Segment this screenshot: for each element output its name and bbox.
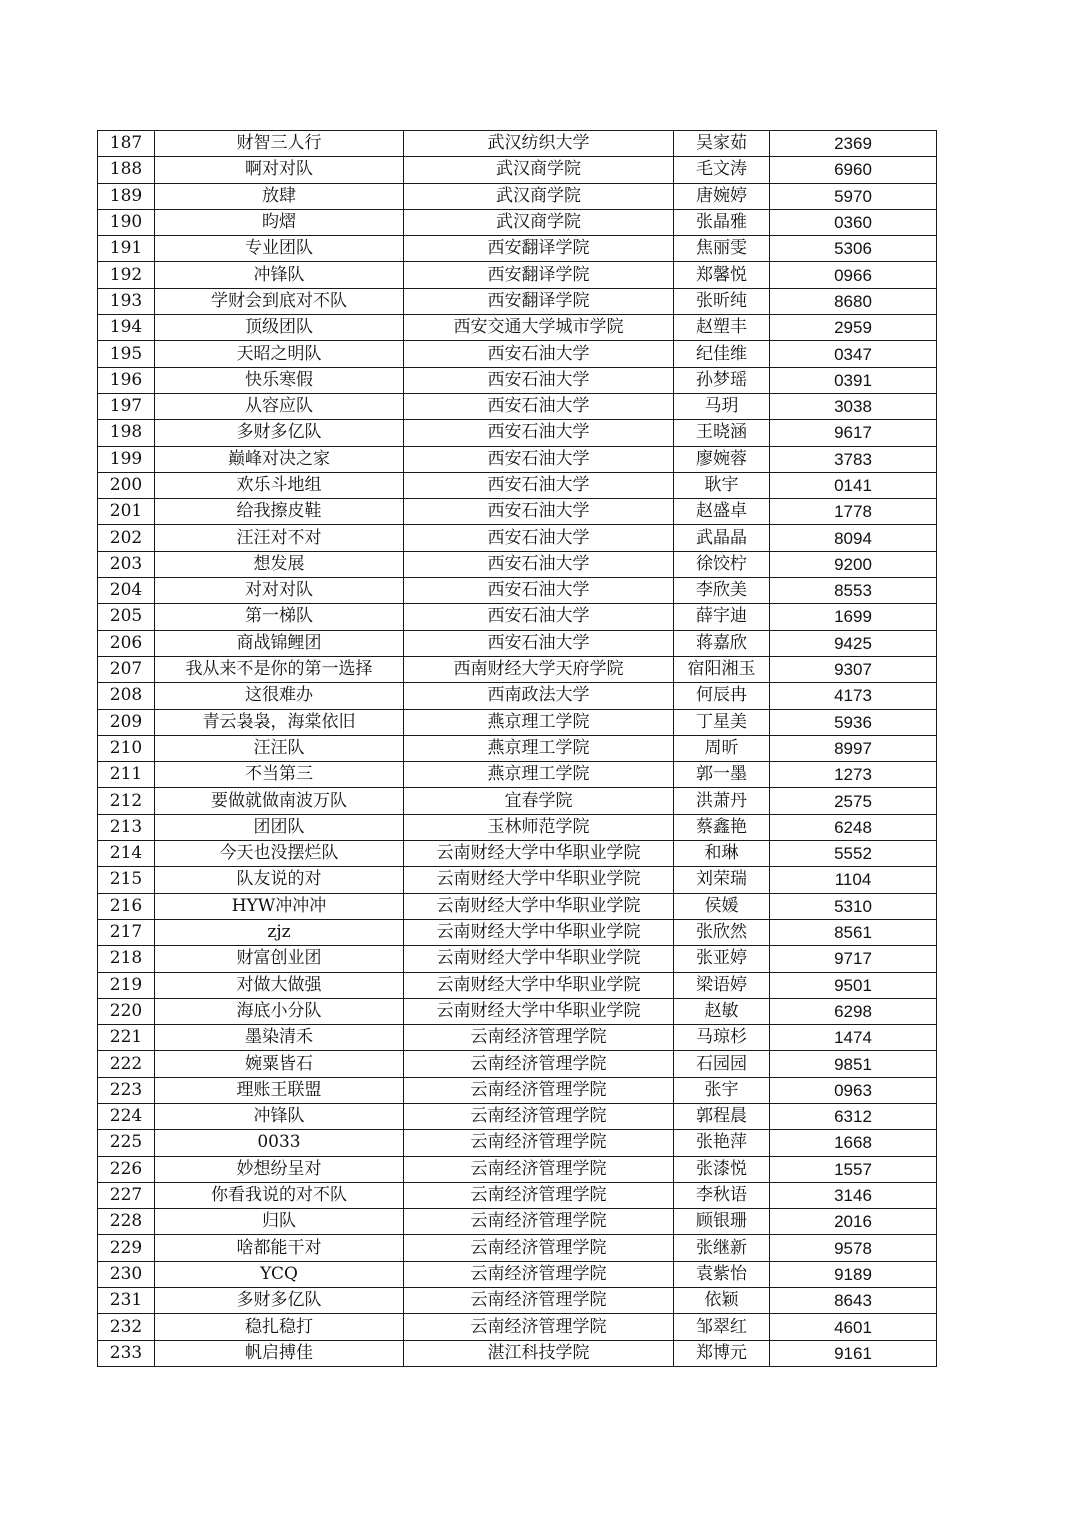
member-name: 吴家茹 xyxy=(674,131,770,157)
team-name: 团团队 xyxy=(155,814,404,840)
table-row xyxy=(98,1130,937,1156)
table-row xyxy=(98,472,937,498)
code-number: 5936 xyxy=(770,709,937,735)
code-number: 9189 xyxy=(770,1261,937,1287)
code-number: 3146 xyxy=(770,1182,937,1208)
code-number: 6312 xyxy=(770,1103,937,1129)
member-name: 武晶晶 xyxy=(674,525,770,551)
team-name: 墨染清禾 xyxy=(155,1025,404,1051)
member-name: 袁紫怡 xyxy=(674,1261,770,1287)
team-name: 稳扎稳打 xyxy=(155,1314,404,1340)
table-row xyxy=(98,683,937,709)
school-name: 西安石油大学 xyxy=(404,341,674,367)
school-name: 云南财经大学中华职业学院 xyxy=(404,893,674,919)
school-name: 武汉商学院 xyxy=(404,157,674,183)
school-name: 云南经济管理学院 xyxy=(404,1261,674,1287)
school-name: 云南经济管理学院 xyxy=(404,1314,674,1340)
team-name: 对对对队 xyxy=(155,578,404,604)
table-row xyxy=(98,1314,937,1340)
row-number: 218 xyxy=(98,946,155,972)
team-name: 青云袅袅，海棠依旧 xyxy=(155,709,404,735)
member-name: 耿宇 xyxy=(674,472,770,498)
team-name: 给我擦皮鞋 xyxy=(155,499,404,525)
member-name: 郭程晨 xyxy=(674,1103,770,1129)
code-number: 9161 xyxy=(770,1340,937,1366)
table-row xyxy=(98,1051,937,1077)
table-row xyxy=(98,1340,937,1366)
row-number: 203 xyxy=(98,551,155,577)
row-number: 232 xyxy=(98,1314,155,1340)
table-row xyxy=(98,341,937,367)
table-row xyxy=(98,656,937,682)
school-name: 西安石油大学 xyxy=(404,420,674,446)
row-number: 192 xyxy=(98,262,155,288)
table-row xyxy=(98,762,937,788)
code-number: 8094 xyxy=(770,525,937,551)
member-name: 张晶雅 xyxy=(674,209,770,235)
table-row xyxy=(98,604,937,630)
row-number: 212 xyxy=(98,788,155,814)
code-number: 0360 xyxy=(770,209,937,235)
member-name: 周昕 xyxy=(674,735,770,761)
row-number: 193 xyxy=(98,288,155,314)
member-name: 刘荣瑞 xyxy=(674,867,770,893)
school-name: 湛江科技学院 xyxy=(404,1340,674,1366)
row-number: 219 xyxy=(98,972,155,998)
school-name: 云南经济管理学院 xyxy=(404,1077,674,1103)
team-name: 队友说的对 xyxy=(155,867,404,893)
code-number: 9717 xyxy=(770,946,937,972)
member-name: 李欣美 xyxy=(674,578,770,604)
team-name: 今天也没摆烂队 xyxy=(155,841,404,867)
code-number: 9501 xyxy=(770,972,937,998)
table-row xyxy=(98,236,937,262)
team-name: 专业团队 xyxy=(155,236,404,262)
team-name: 汪汪队 xyxy=(155,735,404,761)
school-name: 云南财经大学中华职业学院 xyxy=(404,998,674,1024)
table-row xyxy=(98,1261,937,1287)
row-number: 214 xyxy=(98,841,155,867)
team-name: zjz xyxy=(155,919,404,945)
row-number: 220 xyxy=(98,998,155,1024)
member-name: 马琼杉 xyxy=(674,1025,770,1051)
team-name: 婉粟皆石 xyxy=(155,1051,404,1077)
member-name: 纪佳维 xyxy=(674,341,770,367)
table-row xyxy=(98,446,937,472)
member-name: 张昕纯 xyxy=(674,288,770,314)
team-name: 啊对对队 xyxy=(155,157,404,183)
school-name: 云南经济管理学院 xyxy=(404,1156,674,1182)
school-name: 云南经济管理学院 xyxy=(404,1103,674,1129)
school-name: 云南经济管理学院 xyxy=(404,1130,674,1156)
table-row xyxy=(98,393,937,419)
member-name: 赵盛卓 xyxy=(674,499,770,525)
code-number: 2369 xyxy=(770,131,937,157)
code-number: 4601 xyxy=(770,1314,937,1340)
code-number: 0963 xyxy=(770,1077,937,1103)
school-name: 燕京理工学院 xyxy=(404,709,674,735)
table-row xyxy=(98,183,937,209)
team-name: 昀熠 xyxy=(155,209,404,235)
code-number: 2959 xyxy=(770,315,937,341)
school-name: 云南财经大学中华职业学院 xyxy=(404,841,674,867)
code-number: 1778 xyxy=(770,499,937,525)
code-number: 1474 xyxy=(770,1025,937,1051)
row-number: 205 xyxy=(98,604,155,630)
school-name: 西安翻译学院 xyxy=(404,236,674,262)
school-name: 燕京理工学院 xyxy=(404,735,674,761)
school-name: 西安翻译学院 xyxy=(404,288,674,314)
row-number: 191 xyxy=(98,236,155,262)
table-row xyxy=(98,709,937,735)
school-name: 云南经济管理学院 xyxy=(404,1025,674,1051)
code-number: 9578 xyxy=(770,1235,937,1261)
code-number: 1699 xyxy=(770,604,937,630)
table-row xyxy=(98,288,937,314)
table-row xyxy=(98,1156,937,1182)
school-name: 云南财经大学中华职业学院 xyxy=(404,972,674,998)
school-name: 西安石油大学 xyxy=(404,578,674,604)
team-name: 欢乐斗地组 xyxy=(155,472,404,498)
member-name: 孙梦瑶 xyxy=(674,367,770,393)
row-number: 216 xyxy=(98,893,155,919)
team-name: YCQ xyxy=(155,1261,404,1287)
school-name: 玉林师范学院 xyxy=(404,814,674,840)
row-number: 187 xyxy=(98,131,155,157)
team-name: 第一梯队 xyxy=(155,604,404,630)
member-name: 张继新 xyxy=(674,1235,770,1261)
row-number: 226 xyxy=(98,1156,155,1182)
table-row xyxy=(98,525,937,551)
table-row xyxy=(98,551,937,577)
table-row xyxy=(98,209,937,235)
member-name: 薛宇迪 xyxy=(674,604,770,630)
row-number: 199 xyxy=(98,446,155,472)
code-number: 1273 xyxy=(770,762,937,788)
row-number: 228 xyxy=(98,1209,155,1235)
row-number: 230 xyxy=(98,1261,155,1287)
code-number: 8643 xyxy=(770,1288,937,1314)
table-row xyxy=(98,867,937,893)
row-number: 215 xyxy=(98,867,155,893)
team-name: 巅峰对决之家 xyxy=(155,446,404,472)
row-number: 208 xyxy=(98,683,155,709)
member-name: 洪萧丹 xyxy=(674,788,770,814)
member-name: 张艳萍 xyxy=(674,1130,770,1156)
member-name: 毛文涛 xyxy=(674,157,770,183)
member-name: 焦丽雯 xyxy=(674,236,770,262)
code-number: 0391 xyxy=(770,367,937,393)
table-row xyxy=(98,630,937,656)
row-number: 189 xyxy=(98,183,155,209)
row-number: 198 xyxy=(98,420,155,446)
row-number: 211 xyxy=(98,762,155,788)
member-name: 马玥 xyxy=(674,393,770,419)
code-number: 3038 xyxy=(770,393,937,419)
team-name: 顶级团队 xyxy=(155,315,404,341)
member-name: 张漆悦 xyxy=(674,1156,770,1182)
table-row xyxy=(98,499,937,525)
row-number: 221 xyxy=(98,1025,155,1051)
table-row xyxy=(98,157,937,183)
table-row xyxy=(98,262,937,288)
row-number: 222 xyxy=(98,1051,155,1077)
table-row xyxy=(98,1235,937,1261)
member-name: 郭一墨 xyxy=(674,762,770,788)
row-number: 210 xyxy=(98,735,155,761)
member-name: 蔡鑫艳 xyxy=(674,814,770,840)
member-name: 宿阳湘玉 xyxy=(674,656,770,682)
team-name: 快乐寒假 xyxy=(155,367,404,393)
school-name: 西南政法大学 xyxy=(404,683,674,709)
member-name: 和琳 xyxy=(674,841,770,867)
member-name: 赵塑丰 xyxy=(674,315,770,341)
school-name: 武汉商学院 xyxy=(404,183,674,209)
row-number: 227 xyxy=(98,1182,155,1208)
row-number: 223 xyxy=(98,1077,155,1103)
row-number: 231 xyxy=(98,1288,155,1314)
school-name: 西安石油大学 xyxy=(404,604,674,630)
code-number: 5306 xyxy=(770,236,937,262)
roster-table-body xyxy=(98,131,937,1367)
row-number: 196 xyxy=(98,367,155,393)
code-number: 0347 xyxy=(770,341,937,367)
team-name: 啥都能干对 xyxy=(155,1235,404,1261)
team-name: 天昭之明队 xyxy=(155,341,404,367)
table-row xyxy=(98,841,937,867)
school-name: 西安石油大学 xyxy=(404,630,674,656)
member-name: 石园园 xyxy=(674,1051,770,1077)
school-name: 西安石油大学 xyxy=(404,551,674,577)
row-number: 213 xyxy=(98,814,155,840)
school-name: 武汉纺织大学 xyxy=(404,131,674,157)
team-name: 妙想纷呈对 xyxy=(155,1156,404,1182)
member-name: 张欣然 xyxy=(674,919,770,945)
team-name: 不当第三 xyxy=(155,762,404,788)
table-row xyxy=(98,1077,937,1103)
row-number: 229 xyxy=(98,1235,155,1261)
member-name: 唐婉婷 xyxy=(674,183,770,209)
row-number: 207 xyxy=(98,656,155,682)
school-name: 云南经济管理学院 xyxy=(404,1182,674,1208)
team-name: HYW冲冲冲 xyxy=(155,893,404,919)
team-name: 财智三人行 xyxy=(155,131,404,157)
team-name: 多财多亿队 xyxy=(155,1288,404,1314)
code-number: 9425 xyxy=(770,630,937,656)
team-name: 海底小分队 xyxy=(155,998,404,1024)
table-row xyxy=(98,893,937,919)
member-name: 李秋语 xyxy=(674,1182,770,1208)
code-number: 8680 xyxy=(770,288,937,314)
table-row xyxy=(98,1288,937,1314)
school-name: 西安石油大学 xyxy=(404,525,674,551)
team-name: 对做大做强 xyxy=(155,972,404,998)
code-number: 1668 xyxy=(770,1130,937,1156)
roster-table xyxy=(97,130,937,1367)
team-name: 归队 xyxy=(155,1209,404,1235)
school-name: 宜春学院 xyxy=(404,788,674,814)
row-number: 200 xyxy=(98,472,155,498)
member-name: 廖婉蓉 xyxy=(674,446,770,472)
row-number: 225 xyxy=(98,1130,155,1156)
table-row xyxy=(98,315,937,341)
team-name: 放肆 xyxy=(155,183,404,209)
code-number: 9851 xyxy=(770,1051,937,1077)
team-name: 商战锦鲤团 xyxy=(155,630,404,656)
code-number: 6248 xyxy=(770,814,937,840)
code-number: 9617 xyxy=(770,420,937,446)
code-number: 2575 xyxy=(770,788,937,814)
table-row xyxy=(98,814,937,840)
school-name: 武汉商学院 xyxy=(404,209,674,235)
team-name: 要做就做南波万队 xyxy=(155,788,404,814)
school-name: 西安石油大学 xyxy=(404,367,674,393)
code-number: 1104 xyxy=(770,867,937,893)
table-row xyxy=(98,1182,937,1208)
table-row xyxy=(98,578,937,604)
team-name: 理账王联盟 xyxy=(155,1077,404,1103)
code-number: 6298 xyxy=(770,998,937,1024)
team-name: 冲锋队 xyxy=(155,262,404,288)
row-number: 188 xyxy=(98,157,155,183)
member-name: 顾银珊 xyxy=(674,1209,770,1235)
row-number: 204 xyxy=(98,578,155,604)
row-number: 206 xyxy=(98,630,155,656)
team-name: 冲锋队 xyxy=(155,1103,404,1129)
code-number: 5552 xyxy=(770,841,937,867)
school-name: 西安翻译学院 xyxy=(404,262,674,288)
team-name: 想发展 xyxy=(155,551,404,577)
team-name: 财富创业团 xyxy=(155,946,404,972)
code-number: 2016 xyxy=(770,1209,937,1235)
school-name: 西安交通大学城市学院 xyxy=(404,315,674,341)
code-number: 3783 xyxy=(770,446,937,472)
member-name: 蒋嘉欣 xyxy=(674,630,770,656)
table-row xyxy=(98,919,937,945)
row-number: 217 xyxy=(98,919,155,945)
code-number: 0966 xyxy=(770,262,937,288)
code-number: 6960 xyxy=(770,157,937,183)
member-name: 张宇 xyxy=(674,1077,770,1103)
member-name: 赵敏 xyxy=(674,998,770,1024)
row-number: 190 xyxy=(98,209,155,235)
team-name: 帆启搏佳 xyxy=(155,1340,404,1366)
school-name: 西安石油大学 xyxy=(404,499,674,525)
row-number: 201 xyxy=(98,499,155,525)
team-name: 我从来不是你的第一选择 xyxy=(155,656,404,682)
member-name: 何辰冉 xyxy=(674,683,770,709)
school-name: 云南财经大学中华职业学院 xyxy=(404,919,674,945)
code-number: 4173 xyxy=(770,683,937,709)
row-number: 209 xyxy=(98,709,155,735)
code-number: 8553 xyxy=(770,578,937,604)
table-row xyxy=(98,735,937,761)
row-number: 197 xyxy=(98,393,155,419)
school-name: 云南经济管理学院 xyxy=(404,1288,674,1314)
school-name: 云南经济管理学院 xyxy=(404,1051,674,1077)
school-name: 云南财经大学中华职业学院 xyxy=(404,867,674,893)
table-row xyxy=(98,131,937,157)
table-row xyxy=(98,1103,937,1129)
table-row xyxy=(98,788,937,814)
team-name: 从容应队 xyxy=(155,393,404,419)
code-number: 8561 xyxy=(770,919,937,945)
school-name: 西南财经大学天府学院 xyxy=(404,656,674,682)
member-name: 郑博元 xyxy=(674,1340,770,1366)
school-name: 西安石油大学 xyxy=(404,393,674,419)
roster-sheet xyxy=(97,130,936,1367)
member-name: 侯媛 xyxy=(674,893,770,919)
school-name: 云南经济管理学院 xyxy=(404,1235,674,1261)
member-name: 邹翠红 xyxy=(674,1314,770,1340)
member-name: 梁语婷 xyxy=(674,972,770,998)
row-number: 202 xyxy=(98,525,155,551)
code-number: 8997 xyxy=(770,735,937,761)
table-row xyxy=(98,420,937,446)
member-name: 郑馨悦 xyxy=(674,262,770,288)
code-number: 1557 xyxy=(770,1156,937,1182)
member-name: 依颖 xyxy=(674,1288,770,1314)
team-name: 汪汪对不对 xyxy=(155,525,404,551)
table-row xyxy=(98,946,937,972)
code-number: 9307 xyxy=(770,656,937,682)
team-name: 学财会到底对不队 xyxy=(155,288,404,314)
table-row xyxy=(98,1025,937,1051)
table-row xyxy=(98,972,937,998)
member-name: 徐饺柠 xyxy=(674,551,770,577)
table-row xyxy=(98,1209,937,1235)
member-name: 张亚婷 xyxy=(674,946,770,972)
member-name: 丁星美 xyxy=(674,709,770,735)
row-number: 233 xyxy=(98,1340,155,1366)
team-name: 你看我说的对不队 xyxy=(155,1182,404,1208)
code-number: 9200 xyxy=(770,551,937,577)
team-name: 0033 xyxy=(155,1130,404,1156)
row-number: 194 xyxy=(98,315,155,341)
code-number: 0141 xyxy=(770,472,937,498)
school-name: 西安石油大学 xyxy=(404,446,674,472)
code-number: 5310 xyxy=(770,893,937,919)
school-name: 燕京理工学院 xyxy=(404,762,674,788)
member-name: 王晓涵 xyxy=(674,420,770,446)
team-name: 这很难办 xyxy=(155,683,404,709)
team-name: 多财多亿队 xyxy=(155,420,404,446)
row-number: 224 xyxy=(98,1103,155,1129)
school-name: 云南经济管理学院 xyxy=(404,1209,674,1235)
school-name: 云南财经大学中华职业学院 xyxy=(404,946,674,972)
row-number: 195 xyxy=(98,341,155,367)
table-row xyxy=(98,998,937,1024)
school-name: 西安石油大学 xyxy=(404,472,674,498)
table-row xyxy=(98,367,937,393)
code-number: 5970 xyxy=(770,183,937,209)
